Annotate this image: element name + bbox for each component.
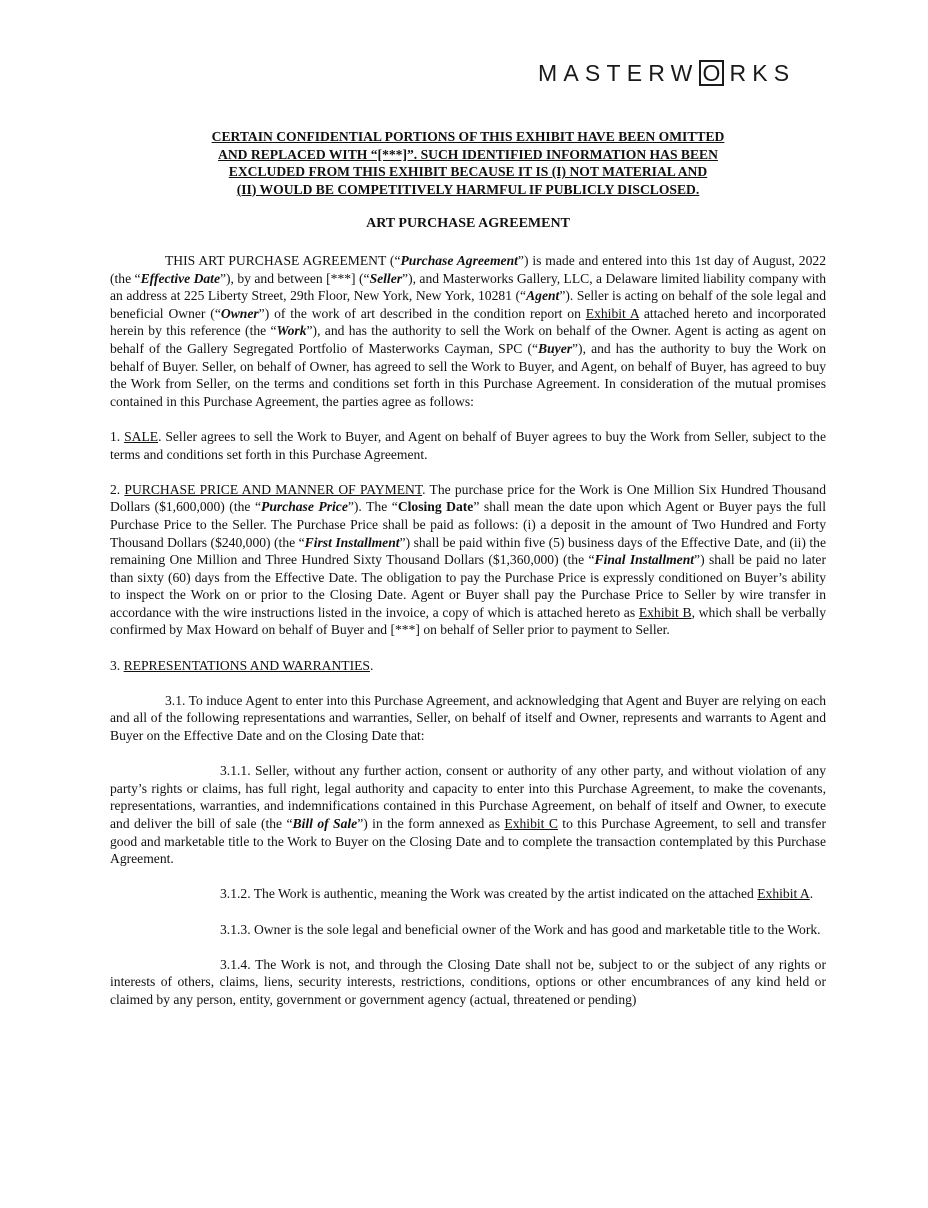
confidential-notice — [110, 128, 826, 198]
agreement-body — [110, 252, 826, 1026]
section-3-1: 3.1. To induce Agent to enter into this Purchase Agreement, and acknowledging that Agent and Buyer are relying on each and all of the following representations and warranties, Seller, on behalf of itself and Owner, represents and warrants to Agent and Buyer on the Effective Date and on the Closing Date that: — [110, 692, 826, 744]
confidential-line: (II) WOULD BE COMPETITIVELY HARMFUL IF PUBLICLY DISCLOSED. — [236, 181, 700, 197]
masterworks-logo — [538, 60, 795, 90]
defined-term: Purchase Price — [261, 499, 348, 515]
defined-term: Agent — [526, 288, 560, 304]
defined-term: Work — [276, 323, 307, 339]
section-3-1-2: 3.1.2. The Work is authentic, meaning the Work was created by the artist indicated on the attached Exhibit A. — [220, 886, 814, 902]
defined-term: Purchase Agreement — [400, 253, 518, 268]
exhibit-reference: Exhibit A — [757, 886, 810, 902]
exhibit-reference: Exhibit A — [585, 305, 639, 321]
section-3-1-4: 3.1.4. The Work is not, and through the Closing Date shall not be, subject to or the subject of any rights or interests of others, claims, liens, security interests, restrictions, conditions, options or other encumbrances of any kind held or claimed by any person, entity, government or government agency (actual, threatened or pending) — [110, 956, 826, 1007]
section-3-1-1: 3.1.1. Seller, without any further action, consent or authority of any other party, and without violation of any party’s rights or claims, has full right, legal authority and capacity to enter into this Purchase Agreement, to make the covenants, representations, warranties, and indemnifications contained in this Purchase Agreement, on behalf of itself and Owner, to execute and deliver the bill of sale (the “Bill of Sale”) in the form annexed as Exhibit C to this Purchase Agreement, to sell and transfer good and marketable title to the Work to Buyer on the Closing Date and to complete the transaction contemplated by this Purchase Agreement. — [110, 763, 826, 867]
section-heading: SALE — [124, 428, 159, 444]
section-2-purchase-price: 2. PURCHASE PRICE AND MANNER OF PAYMENT. The purchase price for the Work is One Million Six Hundred Thousand Dollars ($1,600,000) (the “Purchase Price”). The “Closing Date” shall mean the date upon which Agent or Buyer pays the full Purchase Price to the Seller. The Purchase Price shall be paid as follows: (i) a deposit in the amount of Two Hundred and Forty Thousand Dollars ($240,000) (the “First Installment”) shall be paid within five (5) business days of the Effective Date, and (ii) the remaining One Million and Three Hundred Sixty Thousand Dollars ($1,360,000) (the “Final Installment”) shall be paid no later than sixty (60) days from the Effective Date. The obligation to pay the Purchase Price is expressly conditioned on Buyer’s ability to inspect the Work on or prior to the Closing Date. Agent or Buyer shall pay the Purchase Price to Seller by wire transfer in accordance with the wire instructions listed in the invoice, a copy of which is attached hereto as Exhibit B, which shall be verbally confirmed by Max Howard on behalf of Buyer and [***] on behalf of Seller prior to payment to Seller. — [110, 481, 827, 638]
defined-term: Final Installment — [594, 552, 695, 568]
confidential-line: AND REPLACED WITH “[***]”. SUCH IDENTIFIED INFORMATION HAS BEEN — [218, 146, 718, 162]
defined-term: Bill of Sale — [292, 816, 358, 831]
section-3-representations: 3. REPRESENTATIONS AND WARRANTIES. — [110, 657, 374, 673]
defined-term: Seller — [369, 270, 403, 286]
confidential-line: EXCLUDED FROM THIS EXHIBIT BECAUSE IT IS (I) NOT MATERIAL AND — [228, 164, 708, 180]
exhibit-reference: Exhibit B — [638, 604, 692, 620]
exhibit-reference: Exhibit C — [504, 816, 558, 831]
defined-term: Closing Date — [397, 499, 474, 515]
section-heading: REPRESENTATIONS AND WARRANTIES — [123, 657, 370, 673]
section-heading: PURCHASE PRICE AND MANNER OF PAYMENT — [124, 481, 423, 497]
section-3-1-3: 3.1.3. Owner is the sole legal and beneficial owner of the Work and has good and marketable title to the Work. — [220, 921, 821, 937]
defined-term: Effective Date — [140, 270, 220, 286]
confidential-line: CERTAIN CONFIDENTIAL PORTIONS OF THIS EXHIBIT HAVE BEEN OMITTED — [211, 129, 725, 144]
defined-term: First Installment — [304, 534, 400, 550]
intro-paragraph: THIS ART PURCHASE AGREEMENT (“Purchase Agreement”) is made and entered into this 1st day of August, 2022 (the “Effective Date”), by and between [***] (“Seller”), and Masterworks Gallery, LLC, a Delaware limited liability company with an address at 225 Liberty Street, 29th Floor, New York, New York, 10281 (“Agent”). Seller is acting on behalf of the sole legal and beneficial Owner (“Owner”) of the work of art described in the condition report on Exhibit A attached hereto and incorporated herein by this reference (the “Work”), and has the authority to sell the Work on behalf of the Owner. Agent is acting as agent on behalf of the Gallery Segregated Portfolio of Masterworks Cayman, SPC (“Buyer”), and has the authority to buy the Work on behalf of Buyer. Seller, on behalf of Owner, has agreed to sell the Work to Buyer, and Agent, on behalf of Buyer, has agreed to buy the Work from Seller, on the terms and conditions set forth in this Purchase Agreement. In consideration of the mutual promises contained in this Purchase Agreement, the parties agree as follows: — [110, 253, 827, 409]
document-title: ART PURCHASE AGREEMENT — [366, 216, 570, 231]
logo-text-right: RKS — [729, 60, 796, 86]
section-1-sale: 1. SALE. Seller agrees to sell the Work to Buyer, and Agent on behalf of Buyer agrees to buy the Work from Seller, subject to the terms and conditions set forth in this Purchase Agreement. — [110, 428, 827, 462]
defined-term: Buyer — [538, 340, 573, 356]
logo-text-left: MASTERW — [538, 60, 699, 86]
defined-term: Owner — [220, 305, 259, 321]
logo-boxed-letter: O — [699, 60, 725, 86]
